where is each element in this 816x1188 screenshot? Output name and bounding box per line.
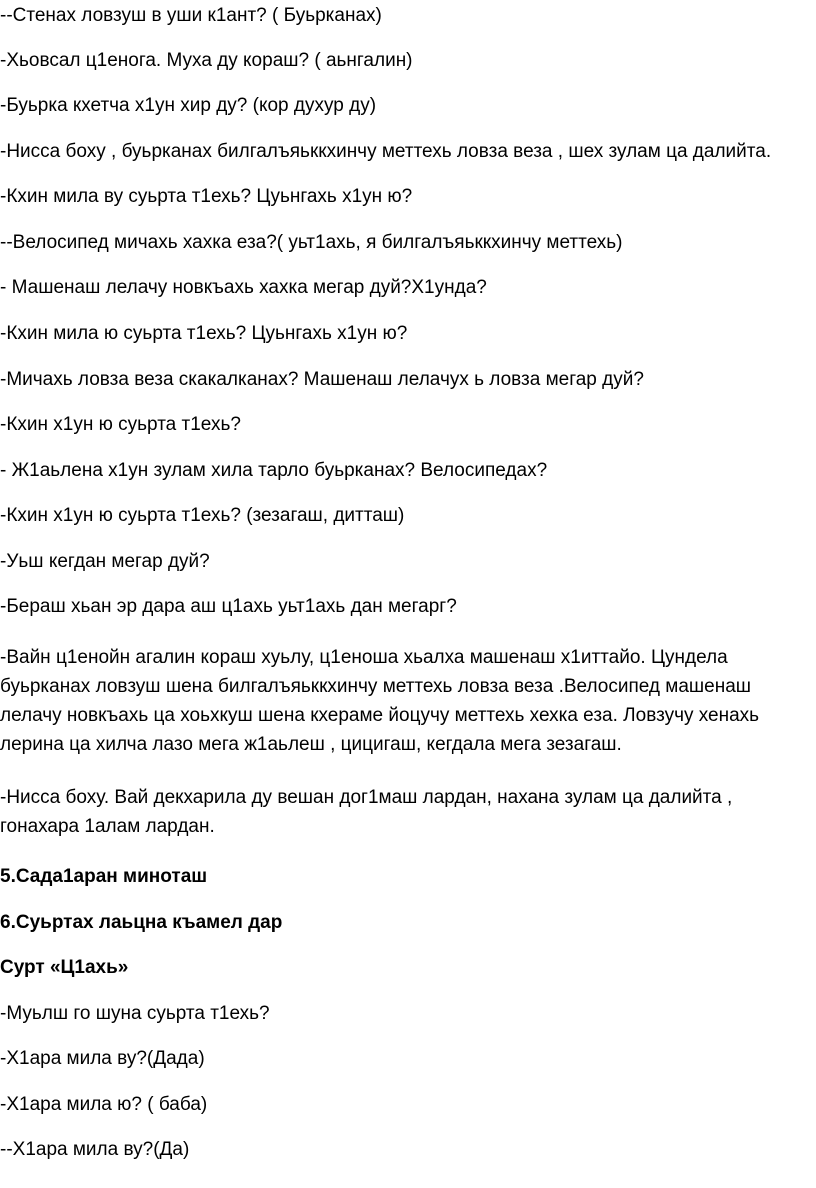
paragraph-conclusion [0,783,814,841]
question-line-4: --Х1ара мила ву?(Да) [0,1139,190,1160]
text-line-14: -Бераш хьан эр дара аш ц1ахь уьт1ахь дан мегарг? [0,596,457,617]
text-line-13: -Уьш кегдан мегар дуй? [0,551,210,572]
text-line-4: -Нисса боху , буьрканах билгалъяьккхинчу меттехь ловза веза , шех зулам ца далийта. [0,141,772,162]
heading-section-6: 6.Суьртах лаьцна къамел дар [0,912,283,933]
text-line-10: -Кхин х1ун ю суьрта т1ехь? [0,414,241,435]
text-line-7: - Машенаш лелачу новкъахь хахка мегар дуй?Х1унда? [0,277,487,298]
paragraph-line: -Нисса боху. Вай декхарила ду вешан дог1маш лардан, нахана зулам ца далийта , [0,787,733,808]
heading-picture: Сурт «Ц1ахь» [0,957,129,978]
text-line-2: -Хьовсал ц1енога. Муха ду кораш? ( аьнгалин) [0,50,413,71]
text-line-1: --Стенах ловзуш в уши к1ант? ( Буьрканах) [0,5,382,26]
paragraph-line: гонахара 1алам лардан. [0,816,215,837]
paragraph-safety [0,643,814,759]
question-line-3: -Х1ара мила ю? ( баба) [0,1094,208,1115]
text-line-6: --Велосипед мичахь хахка еза?( уьт1ахь, я билгалъяьккхинчу меттехь) [0,232,623,253]
paragraph-line: лерина ца хилча лазо мега ж1аьлеш , цицигаш, кегдала мега зезагаш. [0,734,622,755]
text-line-11: - Ж1аьлена х1ун зулам хила тарло буьрканах? Велосипедах? [0,460,548,481]
paragraph-line: лелачу новкъахь ца хоьхкуш шена кхераме йоцучу меттехь хехка еза. Ловзучу хенахь [0,705,760,726]
text-line-5: -Кхин мила ву суьрта т1ехь? Цуьнгахь х1ун ю? [0,186,413,207]
paragraph-line: буьрканах ловзуш шена билгалъяьккхинчу меттехь ловза веза .Велосипед машенаш [0,676,752,697]
question-line-2: -Х1ара мила ву?(Дада) [0,1048,205,1069]
text-line-9: -Мичахь ловза веза скакалканах? Машенаш лелачух ь ловза мегар дуй? [0,369,644,390]
paragraph-line: -Вайн ц1енойн агалин кораш хуьлу, ц1еноша хьалха машенаш х1иттайо. Цундела [0,647,728,668]
text-line-3: -Буьрка кхетча х1ун хир ду? (кор духур ду) [0,95,377,116]
text-line-12: -Кхин х1ун ю суьрта т1ехь? (зезагаш, дитташ) [0,505,405,526]
heading-section-5: 5.Сада1аран миноташ [0,866,208,887]
text-line-8: -Кхин мила ю суьрта т1ехь? Цуьнгахь х1ун ю? [0,323,408,344]
question-line-1: -Муьлш го шуна суьрта т1ехь? [0,1003,270,1024]
